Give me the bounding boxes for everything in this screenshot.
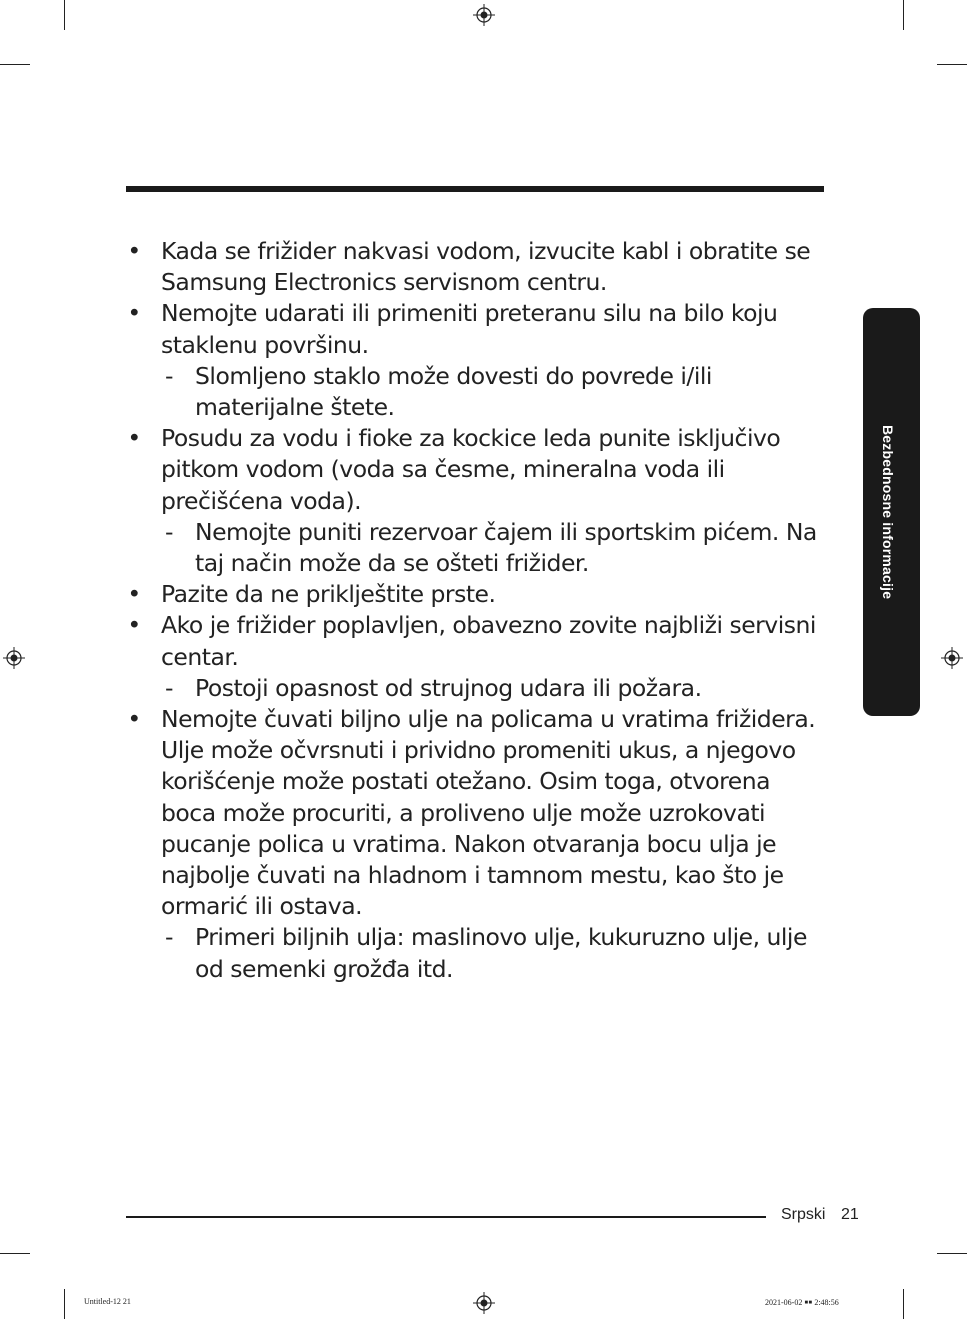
dash-icon: - <box>165 673 173 702</box>
list-item-text: Ako je frižider poplavljen, obavezno zovite najbliži servisni centar. <box>161 611 816 671</box>
sub-list-item-text: Slomljeno staklo može dovesti do povrede i/ili materijalne štete. <box>195 361 712 422</box>
sub-list-item <box>126 673 826 704</box>
dash-icon: - <box>165 361 173 390</box>
crop-mark <box>64 0 65 30</box>
section-top-rule <box>126 186 824 192</box>
list-item <box>126 236 826 298</box>
list-item <box>126 423 826 517</box>
footer-language: Srpski <box>781 1206 826 1223</box>
list-item <box>126 704 826 922</box>
sub-list-item <box>126 361 826 423</box>
footer-rule <box>126 1216 766 1218</box>
list-item <box>126 298 826 360</box>
list-item <box>126 610 826 672</box>
registration-mark-icon <box>941 647 963 669</box>
crop-mark <box>937 64 967 65</box>
crop-mark <box>0 64 30 65</box>
safety-instructions-list <box>126 236 826 985</box>
list-item-text: Posudu za vodu i fioke za kockice leda punite isključivo pitkom vodom (voda sa česme, mineralna voda ili prečišćena voda). <box>161 424 781 515</box>
crop-mark <box>0 1253 30 1254</box>
print-slug-datetime: 2021-06-02 ￭￭ 2:48:56 <box>765 1298 839 1307</box>
crop-mark <box>903 1289 904 1319</box>
bullet-icon: • <box>127 611 141 640</box>
section-side-tab-label: Bezbednosne informacije <box>880 425 896 600</box>
registration-mark-icon <box>473 1292 495 1314</box>
list-item-text: Nemojte čuvati biljno ulje na policama u vratima frižidera. Ulje može očvrsnuti i prividno promeniti ukus, a njegovo korišćenje može postati otežano. Osim toga, otvorena boca može procuriti, a proliveno ulje može uzrokovati pucanje polica u vratima. Nakon otvaranja bocu ulja je najbolje čuvati na hladnom i tamnom mestu, kao što je ormarić ili ostava. <box>161 705 816 921</box>
bullet-icon: • <box>127 424 141 453</box>
crop-mark <box>903 0 904 30</box>
list-item-text: Nemojte udarati ili primeniti preteranu silu na bilo koju staklenu površinu. <box>161 299 778 359</box>
sub-list-item <box>126 922 826 984</box>
sub-list-item-text: Primeri biljnih ulja: maslinovo ulje, kukuruzno ulje, ulje od semenki grožđa itd. <box>195 923 807 983</box>
bullet-icon: • <box>127 237 141 265</box>
sub-list-item-text: Nemojte puniti rezervoar čajem ili sportskim pićem. Na taj način može da se ošteti frižider. <box>195 517 817 578</box>
registration-mark-icon <box>3 647 25 669</box>
print-slug-file: Untitled-12 21 <box>84 1297 131 1306</box>
sub-list-item <box>126 517 826 579</box>
crop-mark <box>64 1289 65 1319</box>
registration-mark-icon <box>473 4 495 26</box>
bullet-icon: • <box>127 705 141 734</box>
bullet-icon: • <box>127 299 141 328</box>
list-item-text: Kada se frižider nakvasi vodom, izvucite kabl i obratite se Samsung Electronics servisnom centru. <box>161 237 811 297</box>
list-item-text: Pazite da ne priklještite prste. <box>161 580 496 609</box>
dash-icon: - <box>165 517 173 546</box>
list-item <box>126 579 826 610</box>
page-number: 21 <box>841 1206 859 1223</box>
dash-icon: - <box>165 923 173 952</box>
bullet-icon: • <box>127 580 141 609</box>
sub-list-item-text: Postoji opasnost od strujnog udara ili požara. <box>195 673 702 702</box>
crop-mark <box>937 1253 967 1254</box>
